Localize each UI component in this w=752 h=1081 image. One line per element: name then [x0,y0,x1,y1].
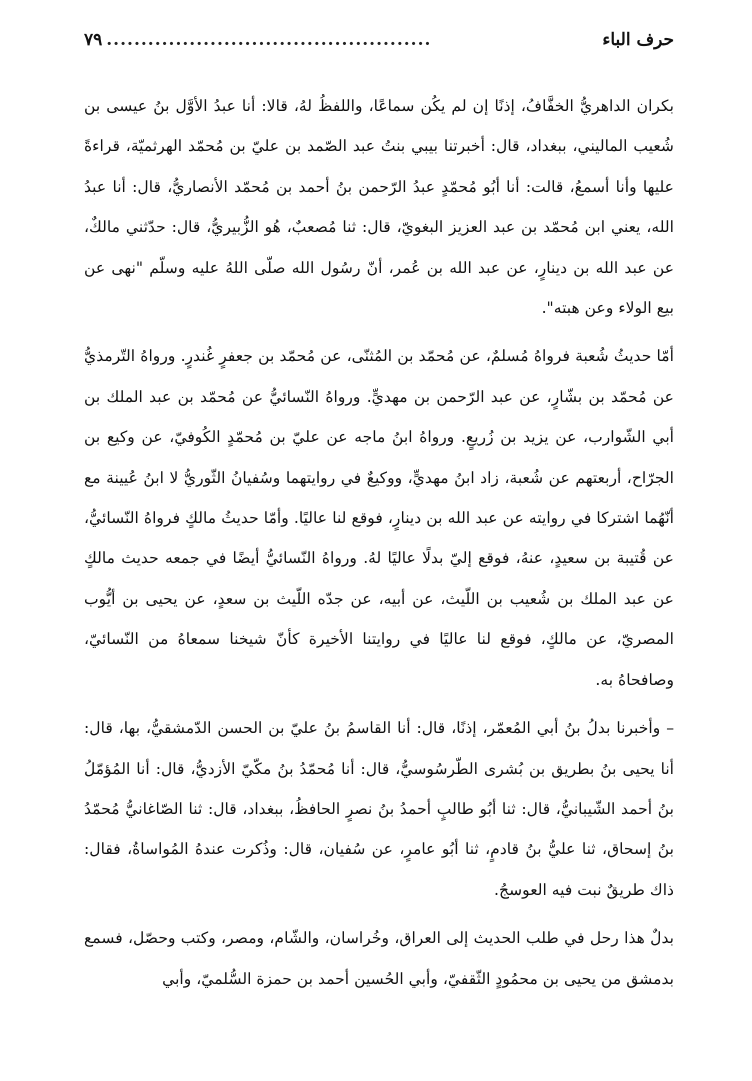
paragraph-3: – وأخبرنا بدلُ بنُ أبي المُعمّر، إذنًا، قال: أنا القاسمُ بنُ عليّ بن الحسن الدّمشقيُّ، بها، قال: أنا يحيى بنُ بطريق بن بُشرى الطّرسُوسيُّ، قال: أنا مُحمّدُ بنُ مكّيّ الأزديُّ، قال: أنا المُؤمّلُ بنُ أحمد الشّيبانيُّ، قال: ثنا أبُو طالبٍ أحمدُ بنُ نصرٍ الحافظُ، ببغداد، قال: ثنا الصّاغانيُّ مُحمّدُ بنُ إسحاق، ثنا عليُّ بنُ قادمٍ، ثنا أبُو عامرٍ، عن سُفيان، قال: وذُكرت عندهُ المُواساةُ، فقال: ذاك طريقٌ نبت فيه العوسجُ. [84,719,674,899]
paragraph-4: بدلٌ هذا رحل في طلب الحديث إلى العراق، وخُراسان، والشّام، ومصر، وكتب وحصّل، فسمع بدمشق من يحيى بن محمُودٍ الثّقفيّ، وأبي الحُسين أحمد بن حمزة السُّلميّ، وأبي [84,929,674,988]
body-text [84,86,674,999]
paragraph-2: أمّا حديثُ شُعبة فرواهُ مُسلمٌ، عن مُحمّد بن المُثنّى، عن مُحمّد بن جعفرٍ غُندرٍ. ورواهُ التّرمذيُّ عن مُحمّد بن بشّارٍ، عن عبد الرّحمن بن مهديٍّ. ورواهُ النّسائيُّ عن مُحمّد بن عبد الملك بن أبي الشّوارب، عن يزيد بن زُريعٍ. ورواهُ ابنُ ماجه عن عليّ بن مُحمّدٍ الكُوفيّ، عن وكيع بن الجرّاح، أربعتهم عن شُعبة، زاد ابنُ مهديٍّ، ووكيعٌ في روايتهما وسُفيانُ الثّوريُّ لا ابنُ عُيينة مع أنّهُما اشتركا في روايته عن عبد الله بن دينارٍ، فوقع لنا عاليًا. وأمّا حديثُ مالكٍ فرواهُ النّسائيُّ، عن قُتيبة بن سعيدٍ، عنهُ، فوقع إليّ بدلًا عاليًا لهُ. ورواهُ النّسائيُّ أيضًا في جمعه حديث مالكٍ عن عبد الملك بن شُعيب بن اللّيث، عن أبيه، عن جدّه اللّيث بن سعدٍ، عن يحيى بن أيُّوب المصريّ، عن مالكٍ، فوقع لنا عاليًا في روايتنا الأخيرة كأنّ شيخنا سمعاهُ من النّسائيّ، وصافحاهُ به. [84,347,674,689]
page-number: ٧٩ [84,30,103,50]
running-title: حرف الباء [602,30,674,50]
running-header [84,30,674,60]
leader-dots: ............................................... [106,30,432,50]
paragraph-1: بكران الداهريُّ الخفَّافُ، إذنًا إن لم يكُن سماعًا، واللفظُ لهُ، قالا: أنا عبدُ الأوَّل بنُ عيسى بن شُعيب الماليني، ببغداد، قال: أخبرتنا بيبي بنتُ عبد الصّمد بن عليّ بن مُحمّد الهرثميّة، قراءةً عليها وأنا أسمعُ، قالت: أنا أبُو مُحمّدٍ عبدُ الرّحمن بنُ أحمد بن مُحمّد الأنصاريُّ، قال: أنا عبدُ الله، يعني ابن مُحمّد بن عبد العزيز البغويّ، قال: ثنا مُصعبٌ، هُو الزُّبيريُّ، قال: حدّثني مالكٌ، عن عبد الله بن دينارٍ، عن عبد الله بن عُمر، أنّ رسُول الله صلّى اللهُ عليه وسلّم "نهى عن بيع الولاء وعن هبته". [84,97,674,318]
